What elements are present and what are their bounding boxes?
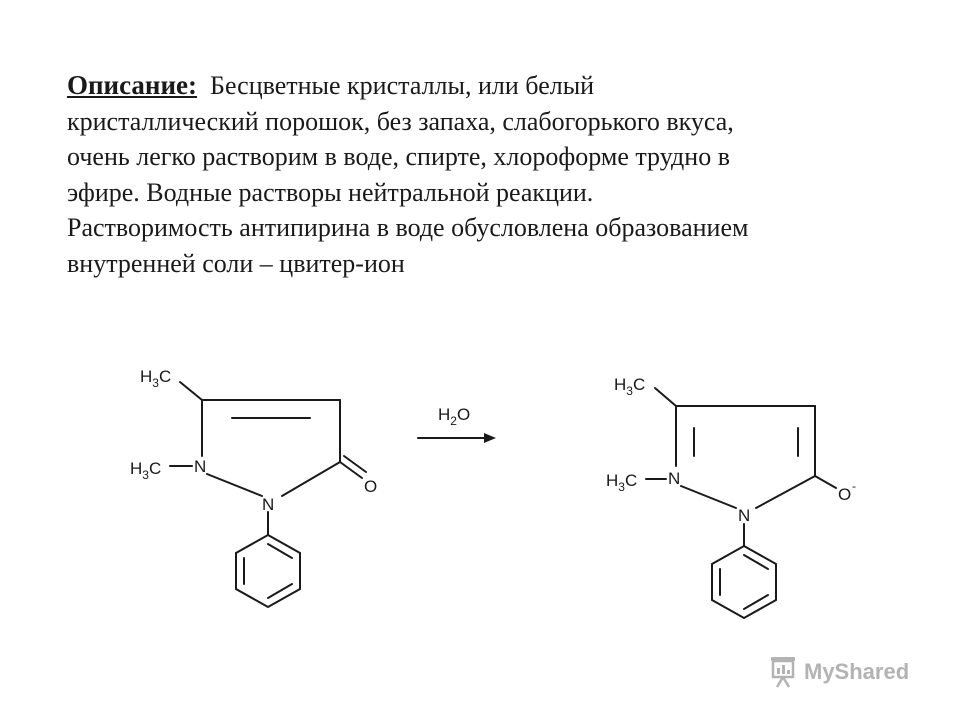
reaction-arrow <box>418 405 496 443</box>
reactant-methyl-top-bond <box>180 382 202 400</box>
product-n2-label: N <box>738 506 751 525</box>
description-line-1: Бесцветные кристаллы, или белый <box>210 71 595 100</box>
reactant-carbonyl-bond-a <box>340 462 362 478</box>
product-methyl-top-bond <box>655 388 676 406</box>
reactant-phenyl-ring <box>236 535 300 607</box>
product-n1-label: N <box>668 469 681 488</box>
description-line-2: кристаллический порошок, без запаха, слабогорького вкуса, <box>67 106 734 136</box>
product-oxygen-label: O <box>838 485 852 504</box>
description-line-6: внутренней соли – цвитер-ион <box>67 248 405 278</box>
reactant-carbonyl-bond-b <box>344 456 366 472</box>
reactant-n2-label: N <box>262 495 275 514</box>
description-heading: Описание: <box>67 70 198 100</box>
product-oxygen-bond <box>815 476 836 488</box>
watermark-text: MyShared <box>804 659 910 684</box>
reactant-ring-n2-c-bond <box>282 462 340 496</box>
product-ring-n2-c-bond <box>756 476 815 508</box>
product-methyl-n-label: $H_3C$ <box>606 471 638 494</box>
product-structure <box>606 375 856 618</box>
watermark-logo <box>768 655 909 689</box>
arrow-head <box>484 433 496 443</box>
reactant-ring-n1-n2-bond <box>207 474 262 496</box>
reactant-methyl-top-label: $H_3C$ <box>140 367 172 390</box>
reactant-n1-label: N <box>194 457 207 476</box>
description-line-3: очень легко растворим в воде, спирте, хлороформе трудно в <box>67 142 730 171</box>
reagent-label: $H_2O$ <box>438 405 471 428</box>
reactant-structure <box>130 367 377 607</box>
reactant-oxygen-label: O <box>364 477 378 496</box>
description-line-5: Растворимость антипирина в воде обусловлена образованием <box>67 213 749 242</box>
product-phenyl-ring <box>712 546 776 618</box>
product-ring-n1-n2-bond <box>681 486 736 508</box>
description-line-4: эфире. Водные растворы нейтральной реакции. <box>67 177 594 207</box>
product-methyl-top-label: $H_3C$ <box>614 375 646 398</box>
reactant-methyl-n-label: $H_3C$ <box>130 459 162 482</box>
product-charge-label: - <box>852 479 856 493</box>
presentation-icon <box>768 655 798 689</box>
